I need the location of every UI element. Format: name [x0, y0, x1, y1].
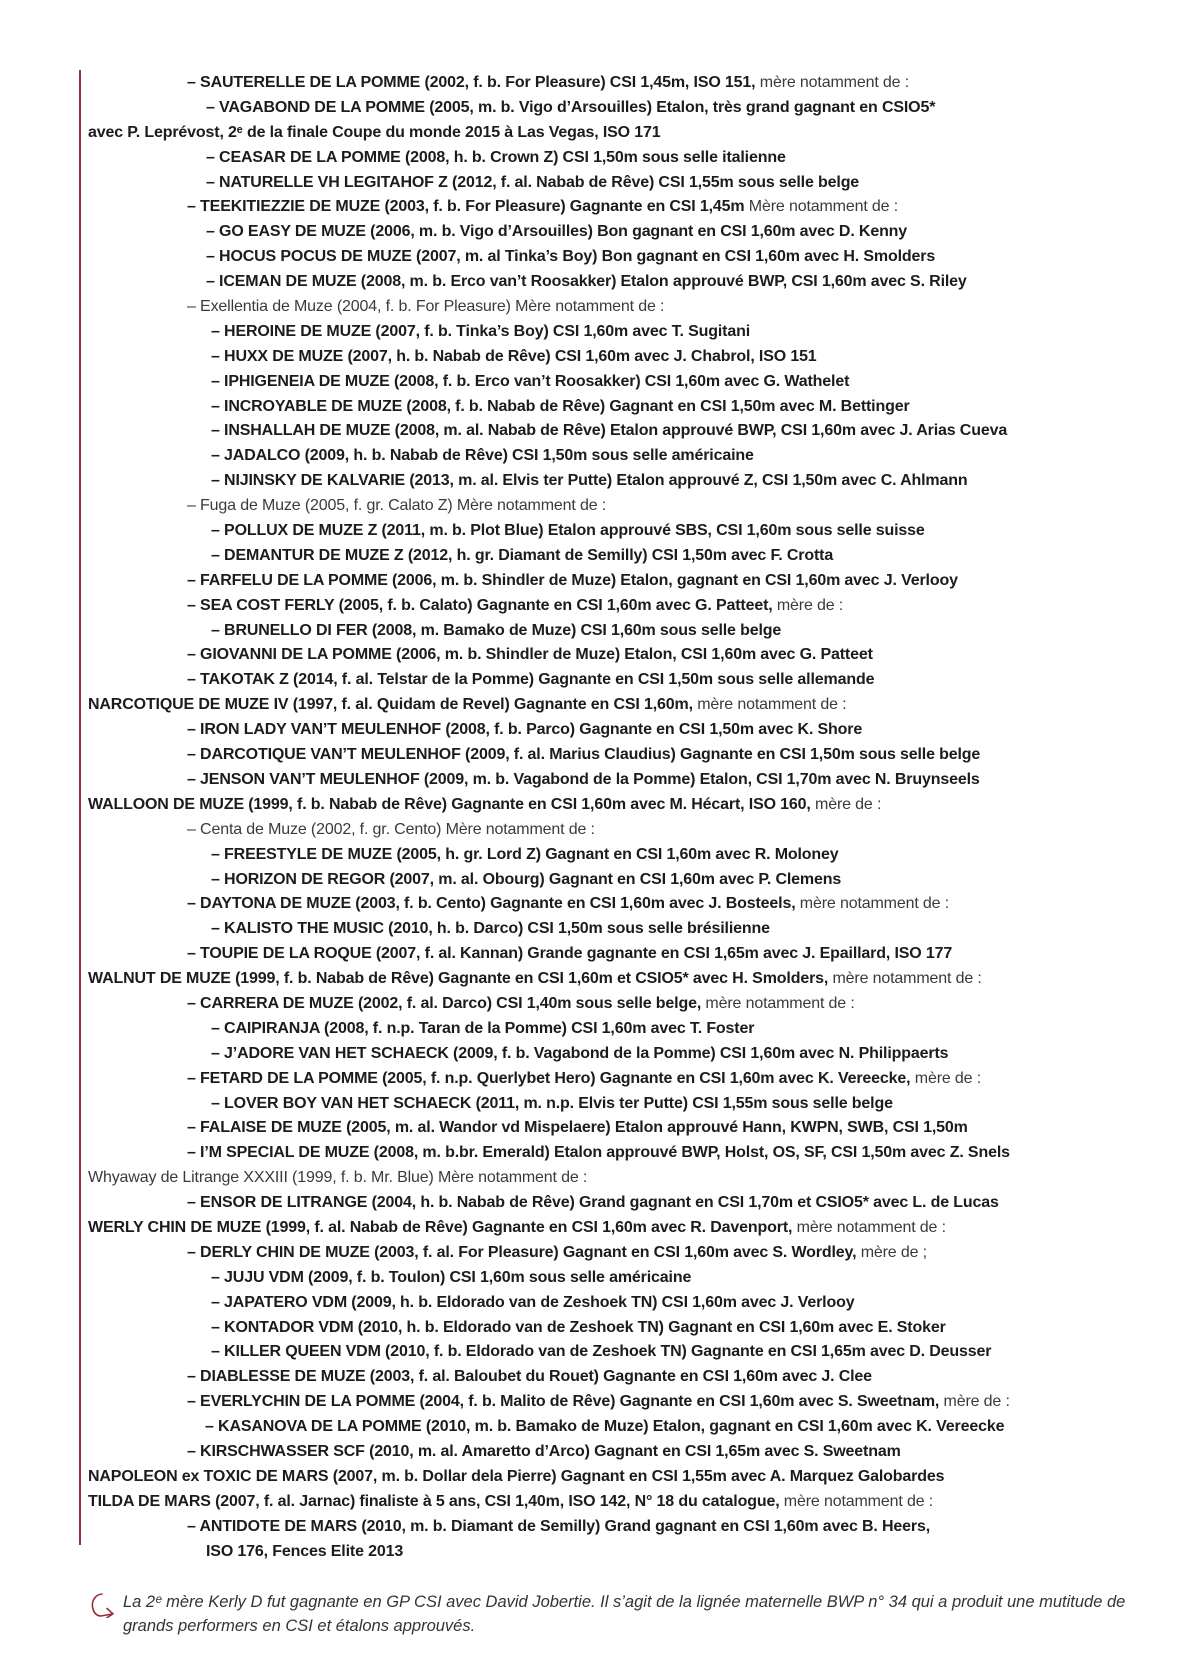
pedigree-line-bold: – IRON LADY VAN’T MEULENHOF (2008, f. b. Parco) Gagnante en CSI 1,50m avec K. Shore [187, 721, 863, 739]
pedigree-line [88, 793, 1174, 818]
pedigree-line-bold: – HOCUS POCUS DE MUZE (2007, m. al Tinka’s Boy) Bon gagnant en CSI 1,60m avec H. Smolders [206, 248, 936, 266]
pedigree-line [88, 1116, 1174, 1141]
pedigree-line [88, 195, 1174, 220]
pedigree-line-bold: WALLOON DE MUZE (1999, f. b. Nabab de Rêve) Gagnante en CSI 1,60m avec M. Hécart, ISO 160, [88, 795, 811, 813]
pedigree-list [88, 71, 1174, 1564]
pedigree-line [88, 967, 1174, 992]
pedigree-line-bold: – DERLY CHIN DE MUZE (2003, f. al. For Pleasure) Gagnant en CSI 1,60m avec S. Wordley, [187, 1243, 857, 1261]
pedigree-line [88, 1415, 1174, 1440]
pedigree-line-normal: mère notamment de : [828, 970, 982, 988]
pedigree-line-bold: – KASANOVA DE LA POMME (2010, m. b. Bamako de Muze) Etalon, gagnant en CSI 1,60m avec K. Vereecke [205, 1418, 1005, 1436]
pedigree-line-bold: – KALISTO THE MUSIC (2010, h. b. Darco) CSI 1,50m sous selle brésilienne [211, 920, 770, 938]
pedigree-line-normal: mère notamment de : [701, 994, 855, 1012]
pedigree-line [88, 818, 1174, 843]
pedigree-line-normal: Mère notamment de : [744, 198, 899, 216]
pedigree-line [88, 1540, 1174, 1565]
pedigree-line-bold: – FETARD DE LA POMME (2005, f. n.p. Querlybet Hero) Gagnante en CSI 1,60m avec K. Vereecke, [187, 1069, 911, 1087]
pedigree-line [88, 868, 1174, 893]
pedigree-line-normal: mère de ; [856, 1243, 927, 1261]
pedigree-line [88, 594, 1174, 619]
pedigree-line-bold: – JADALCO (2009, h. b. Nabab de Rêve) CSI 1,50m sous selle américaine [211, 447, 754, 465]
pedigree-line [88, 1042, 1174, 1067]
pedigree-line-bold: WERLY CHIN DE MUZE (1999, f. al. Nabab de Rêve) Gagnante en CSI 1,60m avec R. Davenport, [88, 1218, 793, 1236]
pedigree-line-bold: TILDA DE MARS (2007, f. al. Jarnac) finaliste à 5 ans, CSI 1,40m, ISO 142, N° 18 du catalogue, [88, 1492, 780, 1510]
pedigree-line-bold: – KIRSCHWASSER SCF (2010, m. al. Amaretto d’Arco) Gagnant en CSI 1,65m avec S. Sweetnam [187, 1442, 901, 1460]
curved-arrow-icon [88, 1592, 116, 1618]
pedigree-line [88, 718, 1174, 743]
pedigree-line-bold: – I’M SPECIAL DE MUZE (2008, m. b.br. Emerald) Etalon approuvé BWP, Holst, OS, SF, CSI 1,50m avec Z. Snels [187, 1144, 1010, 1162]
pedigree-line [88, 245, 1174, 270]
pedigree-line-normal: – Centa de Muze (2002, f. gr. Cento) Mère notamment de : [187, 820, 595, 838]
pedigree-line-bold: – NIJINSKY DE KALVARIE (2013, m. al. Elvis ter Putte) Etalon approuvé Z, CSI 1,50m avec C. Ahlmann [211, 472, 968, 490]
pedigree-line [88, 942, 1174, 967]
pedigree-line [88, 171, 1174, 196]
pedigree-line [88, 1141, 1174, 1166]
pedigree-line [88, 668, 1174, 693]
pedigree-line-bold: – EVERLYCHIN DE LA POMME (2004, f. b. Malito de Rêve) Gagnante en CSI 1,60m avec S. Sweetnam, [187, 1393, 940, 1411]
pedigree-line [88, 419, 1174, 444]
pedigree-line [88, 1465, 1174, 1490]
pedigree-line [88, 494, 1174, 519]
pedigree-line-bold: – ICEMAN DE MUZE (2008, m. b. Erco van’t Roosakker) Etalon approuvé BWP, CSI 1,60m avec S. Riley [206, 273, 967, 291]
pedigree-line-normal: mère notamment de : [755, 74, 910, 91]
pedigree-line-bold: – CEASAR DE LA POMME (2008, h. b. Crown Z) CSI 1,50m sous selle italienne [206, 148, 786, 166]
pedigree-line-bold: – TAKOTAK Z (2014, f. al. Telstar de la Pomme) Gagnante en CSI 1,50m sous selle allemande [187, 671, 875, 689]
pedigree-line-normal: mère de : [772, 596, 844, 614]
pedigree-line [88, 544, 1174, 569]
pedigree-line [88, 1340, 1174, 1365]
pedigree-line-bold: – TOUPIE DE LA ROQUE (2007, f. al. Kannan) Grande gagnante en CSI 1,65m avec J. Epaillard, ISO 177 [187, 945, 953, 963]
pedigree-line [88, 1515, 1174, 1540]
pedigree-line [88, 1390, 1174, 1415]
footnote [88, 1590, 1168, 1638]
pedigree-line-bold: – BRUNELLO DI FER (2008, m. Bamako de Muze) CSI 1,60m sous selle belge [211, 621, 782, 639]
pedigree-line [88, 1490, 1174, 1515]
pedigree-line-bold: – ENSOR DE LITRANGE (2004, h. b. Nabab de Rêve) Grand gagnant en CSI 1,70m et CSIO5* avec L. de Lucas [187, 1194, 999, 1212]
pedigree-line-normal: mère notamment de : [795, 895, 950, 913]
pedigree-line [88, 1166, 1174, 1191]
pedigree-line [88, 768, 1174, 793]
pedigree-line [88, 1266, 1174, 1291]
pedigree-line [88, 1017, 1174, 1042]
pedigree-line-bold: – CAIPIRANJA (2008, f. n.p. Taran de la Pomme) CSI 1,60m avec T. Foster [211, 1019, 755, 1037]
pedigree-line [88, 917, 1174, 942]
pedigree-line-bold: – DARCOTIQUE VAN’T MEULENHOF (2009, f. al. Marius Claudius) Gagnante en CSI 1,50m sous selle belge [187, 746, 981, 764]
pedigree-line-bold: – KILLER QUEEN VDM (2010, f. b. Eldorado van de Zeshoek TN) Gagnante en CSI 1,65m avec D. Deusser [211, 1343, 992, 1361]
pedigree-line [88, 743, 1174, 768]
pedigree-line [88, 295, 1174, 320]
pedigree-line [88, 693, 1174, 718]
pedigree-line [88, 121, 1174, 146]
pedigree-line-bold: – SEA COST FERLY (2005, f. b. Calato) Gagnante en CSI 1,60m avec G. Patteet, [187, 596, 773, 614]
margin-rule [79, 70, 81, 1545]
pedigree-line-bold: – IPHIGENEIA DE MUZE (2008, f. b. Erco van’t Roosakker) CSI 1,60m avec G. Wathelet [211, 372, 850, 390]
pedigree-line [88, 270, 1174, 295]
pedigree-line [88, 1067, 1174, 1092]
pedigree-line [88, 619, 1174, 644]
pedigree-line [88, 370, 1174, 395]
pedigree-line-bold: – DAYTONA DE MUZE (2003, f. b. Cento) Gagnante en CSI 1,60m avec J. Bosteels, [187, 895, 796, 913]
pedigree-line-bold: – NATURELLE VH LEGITAHOF Z (2012, f. al. Nabab de Rêve) CSI 1,55m sous selle belge [206, 173, 860, 191]
pedigree-line [88, 444, 1174, 469]
pedigree-line-bold: avec P. Leprévost, 2ᵉ de la finale Coupe du monde 2015 à Las Vegas, ISO 171 [88, 123, 661, 141]
pedigree-line-bold: – VAGABOND DE LA POMME (2005, m. b. Vigo d’Arsouilles) Etalon, très grand gagnant en CSIO5* [206, 98, 936, 116]
pedigree-line-bold: – POLLUX DE MUZE Z (2011, m. b. Plot Blue) Etalon approuvé SBS, CSI 1,60m sous selle suisse [211, 522, 925, 540]
pedigree-line [88, 892, 1174, 917]
pedigree-line [88, 992, 1174, 1017]
pedigree-line-normal: – Fuga de Muze (2005, f. gr. Calato Z) Mère notamment de : [187, 497, 607, 515]
pedigree-line [88, 71, 1174, 96]
pedigree-line-bold: – TEEKITIEZZIE DE MUZE (2003, f. b. For Pleasure) Gagnante en CSI 1,45m [187, 198, 745, 216]
pedigree-line-bold: – HORIZON DE REGOR (2007, m. al. Obourg) Gagnant en CSI 1,60m avec P. Clemens [211, 870, 842, 888]
pedigree-line [88, 1191, 1174, 1216]
pedigree-line-normal: mère de : [810, 795, 882, 813]
pedigree-line [88, 320, 1174, 345]
pedigree-line-bold: – SAUTERELLE DE LA POMME (2002, f. b. For Pleasure) CSI 1,45m, ISO 151, [187, 74, 756, 91]
pedigree-line [88, 519, 1174, 544]
pedigree-line [88, 643, 1174, 668]
pedigree-line-bold: – CARRERA DE MUZE (2002, f. al. Darco) CSI 1,40m sous selle belge, [187, 994, 702, 1012]
pedigree-line-bold: – HUXX DE MUZE (2007, h. b. Nabab de Rêve) CSI 1,60m avec J. Chabrol, ISO 151 [211, 347, 817, 365]
pedigree-line-bold: ISO 176, Fences Elite 2013 [206, 1542, 404, 1560]
pedigree-line-normal: mère de : [939, 1393, 1010, 1411]
pedigree-line-bold: – HEROINE DE MUZE (2007, f. b. Tinka’s Boy) CSI 1,60m avec T. Sugitani [211, 322, 750, 340]
pedigree-line-normal: mère notamment de : [779, 1492, 934, 1510]
pedigree-line-bold: – KONTADOR VDM (2010, h. b. Eldorado van de Zeshoek TN) Gagnant en CSI 1,60m avec E. Stoker [211, 1318, 946, 1336]
pedigree-line [88, 843, 1174, 868]
footnote-text: La 2ᵉ mère Kerly D fut gagnante en GP CSI avec David Jobertie. Il s’agit de la lignée maternelle BWP n° 34 qui a produit une mutitude de grands performers en CSI et étalons approuvés. [123, 1593, 1126, 1635]
pedigree-line [88, 1092, 1174, 1117]
pedigree-line-bold: – GO EASY DE MUZE (2006, m. b. Vigo d’Arsouilles) Bon gagnant en CSI 1,60m avec D. Kenny [206, 223, 908, 241]
pedigree-line-bold: – INSHALLAH DE MUZE (2008, m. al. Nabab de Rêve) Etalon approuvé BWP, CSI 1,60m avec J. Arias Cueva [211, 422, 1008, 440]
pedigree-line-bold: – INCROYABLE DE MUZE (2008, f. b. Nabab de Rêve) Gagnant en CSI 1,50m avec M. Bettinger [211, 397, 910, 415]
pedigree-line [88, 469, 1174, 494]
pedigree-line [88, 395, 1174, 420]
pedigree-line-normal: – Exellentia de Muze (2004, f. b. For Pleasure) Mère notamment de : [187, 298, 665, 316]
pedigree-line-bold: – GIOVANNI DE LA POMME (2006, m. b. Shindler de Muze) Etalon, CSI 1,60m avec G. Patteet [187, 646, 873, 664]
pedigree-line-bold: – FALAISE DE MUZE (2005, m. al. Wandor vd Mispelaere) Etalon approuvé Hann, KWPN, SWB, CSI 1,50m [187, 1119, 968, 1137]
pedigree-line-bold: – JUJU VDM (2009, f. b. Toulon) CSI 1,60m sous selle américaine [211, 1268, 692, 1286]
pedigree-line-bold: – DEMANTUR DE MUZE Z (2012, h. gr. Diamant de Semilly) CSI 1,50m avec F. Crotta [211, 546, 834, 564]
pedigree-line-bold: – JENSON VAN’T MEULENHOF (2009, m. b. Vagabond de la Pomme) Etalon, CSI 1,70m avec N. Bruynseels [187, 770, 980, 788]
pedigree-line-normal: mère notamment de : [692, 696, 847, 714]
pedigree-line [88, 345, 1174, 370]
pedigree-line-normal: mère notamment de : [792, 1218, 946, 1236]
pedigree-line [88, 1241, 1174, 1266]
pedigree-line-bold: WALNUT DE MUZE (1999, f. b. Nabab de Rêve) Gagnante en CSI 1,60m et CSIO5* avec H. Smolders, [88, 970, 829, 988]
pedigree-line-bold: – J’ADORE VAN HET SCHAECK (2009, f. b. Vagabond de la Pomme) CSI 1,60m avec N. Philippaerts [211, 1044, 949, 1062]
pedigree-line [88, 1365, 1174, 1390]
pedigree-line-bold: NARCOTIQUE DE MUZE IV (1997, f. al. Quidam de Revel) Gagnante en CSI 1,60m, [88, 696, 693, 714]
pedigree-line [88, 1440, 1174, 1465]
pedigree-line-bold: – FREESTYLE DE MUZE (2005, h. gr. Lord Z) Gagnant en CSI 1,60m avec R. Moloney [211, 845, 839, 863]
pedigree-line-bold: NAPOLEON ex TOXIC DE MARS (2007, m. b. Dollar dela Pierre) Gagnant en CSI 1,55m avec A. Marquez Galobardes [88, 1467, 945, 1485]
pedigree-line-bold: – JAPATERO VDM (2009, h. b. Eldorado van de Zeshoek TN) CSI 1,60m avec J. Verlooy [211, 1293, 855, 1311]
pedigree-line-bold: – DIABLESSE DE MUZE (2003, f. al. Baloubet du Rouet) Gagnante en CSI 1,60m avec J. Clee [187, 1368, 872, 1386]
pedigree-line-normal: Whyaway de Litrange XXXIII (1999, f. b. Mr. Blue) Mère notamment de : [88, 1169, 588, 1187]
pedigree-line-bold: – ANTIDOTE DE MARS (2010, m. b. Diamant de Semilly) Grand gagnant en CSI 1,60m avec B. Heers, [187, 1517, 931, 1535]
pedigree-line-normal: mère de : [910, 1069, 982, 1087]
pedigree-line [88, 220, 1174, 245]
pedigree-line [88, 96, 1174, 121]
pedigree-line-bold: – FARFELU DE LA POMME (2006, m. b. Shindler de Muze) Etalon, gagnant en CSI 1,60m avec J. Verlooy [187, 571, 958, 589]
pedigree-line [88, 569, 1174, 594]
pedigree-line [88, 146, 1174, 171]
pedigree-line-bold: – LOVER BOY VAN HET SCHAECK (2011, m. n.p. Elvis ter Putte) CSI 1,55m sous selle belge [211, 1094, 893, 1112]
pedigree-line [88, 1216, 1174, 1241]
pedigree-line [88, 1291, 1174, 1316]
pedigree-line [88, 1316, 1174, 1341]
